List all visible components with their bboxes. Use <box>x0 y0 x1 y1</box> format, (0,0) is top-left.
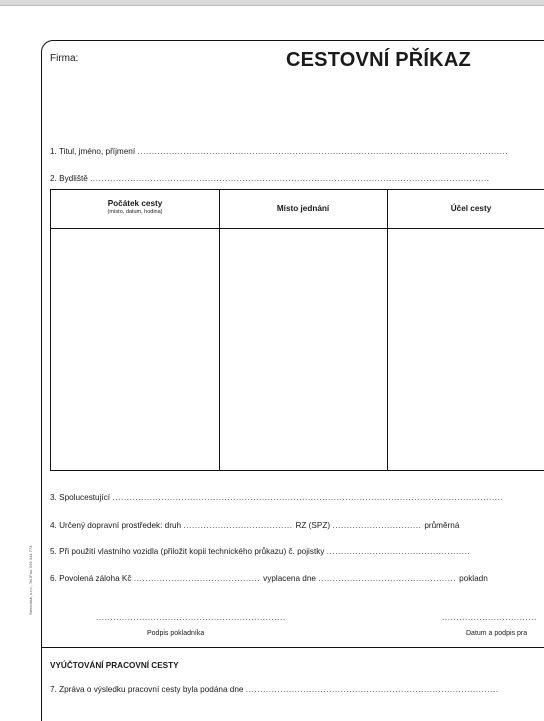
cell-start[interactable] <box>51 230 219 468</box>
field-insurance-label: 5. Při použití vlastního vozidla (přiložit kopii technického průkazu) č. pojistky <box>50 547 325 556</box>
traveler-signature-line[interactable]: ................................. <box>442 613 537 622</box>
cell-purpose[interactable] <box>388 230 544 468</box>
field-report-label: 7. Zpráva o výsledku pracovní cesty byla podána dne <box>50 685 244 694</box>
col-header-purpose: Účel cesty <box>450 204 492 213</box>
cell-place[interactable] <box>220 230 387 468</box>
field-transport-row[interactable] <box>50 521 459 530</box>
field-address-dots: ........................................................................................................................................... <box>90 174 490 183</box>
date-signature-caption: Datum a podpis pra <box>466 630 528 637</box>
form-title: CESTOVNÍ PŘÍKAZ <box>286 49 471 71</box>
field-address-label: 2. Bydliště <box>50 174 88 183</box>
field-companions-row[interactable] <box>50 493 503 502</box>
field-transport-dots: ...................................... <box>183 521 296 530</box>
field-advance-label: 6. Povolená záloha Kč <box>50 574 132 583</box>
field-insurance-dots: .................................................. <box>326 547 471 556</box>
col-header-start <box>51 199 219 215</box>
col-header-start-sub: (místo, datum, hodina) <box>107 209 163 215</box>
travel-order-form <box>41 40 544 721</box>
field-report-row[interactable] <box>50 685 499 694</box>
field-name-dots: ................................................................................................................................. <box>137 147 509 156</box>
settlement-section-title: VYÚČTOVÁNÍ PRACOVNÍ CESTY <box>50 661 179 670</box>
cashier-signature-caption: Podpis pokladníka <box>147 630 205 637</box>
field-advance-dots: ............................................ <box>133 574 264 583</box>
field-name-row[interactable] <box>50 147 508 156</box>
trip-table <box>50 189 544 471</box>
field-cashdesk-label: pokladn <box>459 574 488 583</box>
table-header-separator <box>51 228 544 229</box>
field-companions-label: 3. Spolucestující <box>50 493 111 502</box>
field-rz-dots: ............................... <box>332 521 425 530</box>
col-header-start-title: Počátek cesty <box>107 199 163 208</box>
field-name-label: 1. Titul, jméno, příjmení <box>50 147 136 156</box>
col-header-place: Místo jednání <box>276 204 330 213</box>
section-divider <box>42 647 544 648</box>
field-paid-label: vyplacena dne <box>263 574 316 583</box>
field-rz-label: RZ (SPZ) <box>295 521 331 530</box>
window-top-edge <box>0 0 544 6</box>
field-report-dots: ........................................................................................ <box>245 685 499 694</box>
field-companions-dots: ........................................................................................................................................ <box>112 493 504 502</box>
field-paid-dots: ................................................ <box>318 574 460 583</box>
field-average-label: průměrná <box>424 521 460 530</box>
field-insurance-row[interactable] <box>50 547 470 556</box>
field-transport-label: 4. Určený dopravní prostředek: druh <box>50 521 182 530</box>
firma-label: Firma: <box>50 53 79 64</box>
printer-imprint: Stereotisk, s.r.o., Tel./Fax: 596 344 774 <box>28 545 33 615</box>
field-advance-row[interactable] <box>50 574 488 583</box>
field-address-row[interactable] <box>50 174 490 183</box>
cashier-signature-line[interactable]: .................................................................. <box>96 613 286 622</box>
